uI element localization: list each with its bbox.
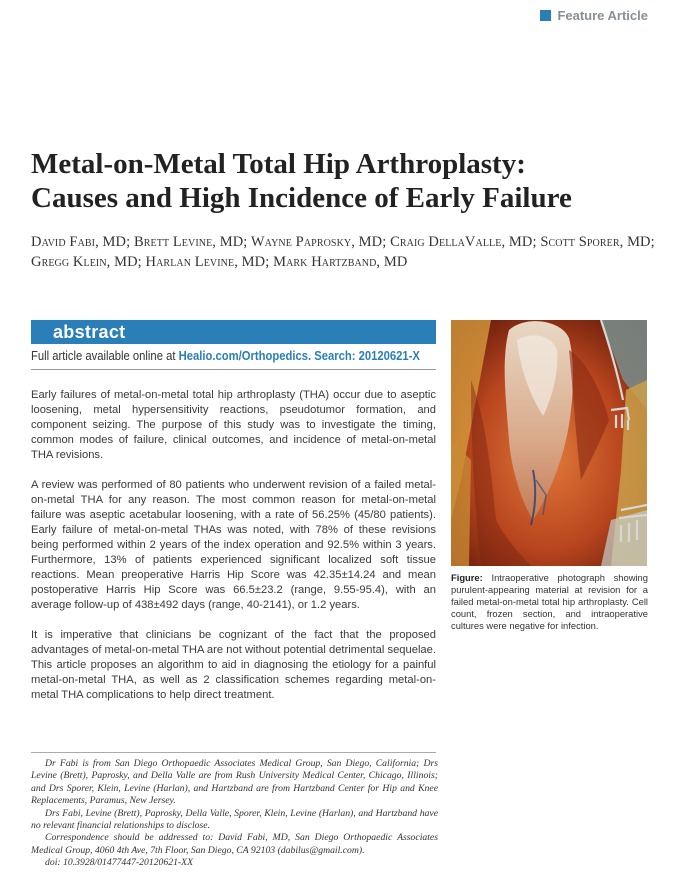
footnotes <box>31 758 438 870</box>
online-availability <box>31 347 420 365</box>
abstract-body <box>31 388 436 718</box>
abstract-paragraph: It is imperative that clinicians be cognizant of the fact that the proposed advantages of metal-on-metal THA are not without potential detrimental sequelae. This article proposes an algorithm to aid in diagnosing the etiology for a painful metal-on-metal THA, as well as 2 classification schemes regarding metal-on-metal THA complications to help direct treatment. <box>31 629 436 701</box>
authors-line-2: Gregg Klein, MD; Harlan Levine, MD; Mark Hartzband, MD <box>31 254 408 270</box>
figure-caption <box>451 572 648 632</box>
abstract-paragraph: A review was performed of 80 patients who underwent revision of a failed metal-on-metal THA for any reason. The most common reason for metal-on-metal failure was aseptic acetabular loosening, with a rate of 56.25% (45/80 patients). Early failure of metal-on-metal THAs was noted, with 78% of these revisions being performed within 2 years of the index operation and 92.5% within 3 years. Furthermore, 13% of patients experienced significant localized soft tissue reactions. Mean preoperative Harris Hip Score was 42.35±14.24 and mean postoperative Harris Hip Score was 66.5±23.2 (range, 9.55-95.4), with an average follow-up of 438±492 days (range, 40-2141), or 1.2 years. <box>31 479 436 611</box>
footnote-divider <box>31 752 436 753</box>
abstract-heading-bar <box>31 320 436 344</box>
section-label-text: Feature Article <box>557 8 648 23</box>
footnote-affiliations: Dr Fabi is from San Diego Orthopaedic Associates Medical Group, San Diego, California; Drs Levine (Brett), Paprosky, and Della Valle are from Rush University Medical Center, Chicago, Illinois; and Drs Sporer, Klein, Levine (Harlan), and Hartzband are from Hartzband Center for Hip and Knee Replacements, Paramus, New Jersey. <box>31 758 438 807</box>
online-prefix: Full article available online at <box>31 349 179 363</box>
online-path: /Orthopedics <box>238 349 308 363</box>
figure-label: Figure: <box>451 572 483 583</box>
figure-caption-text: Intraoperative photograph showing purulent-appearing material at revision for a failed metal-on-metal total hip arthroplasty. Cell count, frozen section, and intraoperative cultures were negative for infection. <box>451 572 648 631</box>
authors-line-1: David Fabi, MD; Brett Levine, MD; Wayne Paprosky, MD; Craig DellaValle, MD; Scott Sporer, MD; <box>31 234 655 250</box>
intraoperative-photo <box>451 320 647 566</box>
online-site-link[interactable]: Healio.com <box>178 349 239 363</box>
footnote-disclosure: Drs Fabi, Levine (Brett), Paprosky, Della Valle, Sporer, Klein, Levine (Harlan), and Hartzband have no relevant financial relationships to disclose. <box>31 807 438 832</box>
author-list <box>31 232 656 272</box>
footnote-correspondence: Correspondence should be addressed to: David Fabi, MD, San Diego Orthopaedic Associates Medical Group, 4060 4th Ave, 7th Floor, San Diego, CA 92103 (dabilus@gmail.com). <box>31 832 438 856</box>
abstract-heading: abstract <box>53 322 126 342</box>
title-line-2: Causes and High Incidence of Early Failure <box>31 182 572 214</box>
title-line-1: Metal-on-Metal Total Hip Arthroplasty: <box>31 148 526 180</box>
divider <box>31 369 436 370</box>
footnote-doi: doi: 10.3928/01477447-20120621-XX <box>45 857 193 869</box>
section-label <box>540 8 648 23</box>
intraoperative-photo-image <box>451 320 647 566</box>
square-marker-icon <box>540 10 551 21</box>
article-title <box>31 147 651 215</box>
abstract-paragraph: Early failures of metal-on-metal total hip arthroplasty (THA) occur due to aseptic loosening, metal hypersensitivity reactions, pseudotumor formation, and component seizing. The purpose of this study was to investigate the timing, common modes of failure, clinical outcomes, and incidence of metal-on-metal THA revisions. <box>31 389 436 461</box>
online-search: . Search: 20120621-X <box>307 349 420 363</box>
